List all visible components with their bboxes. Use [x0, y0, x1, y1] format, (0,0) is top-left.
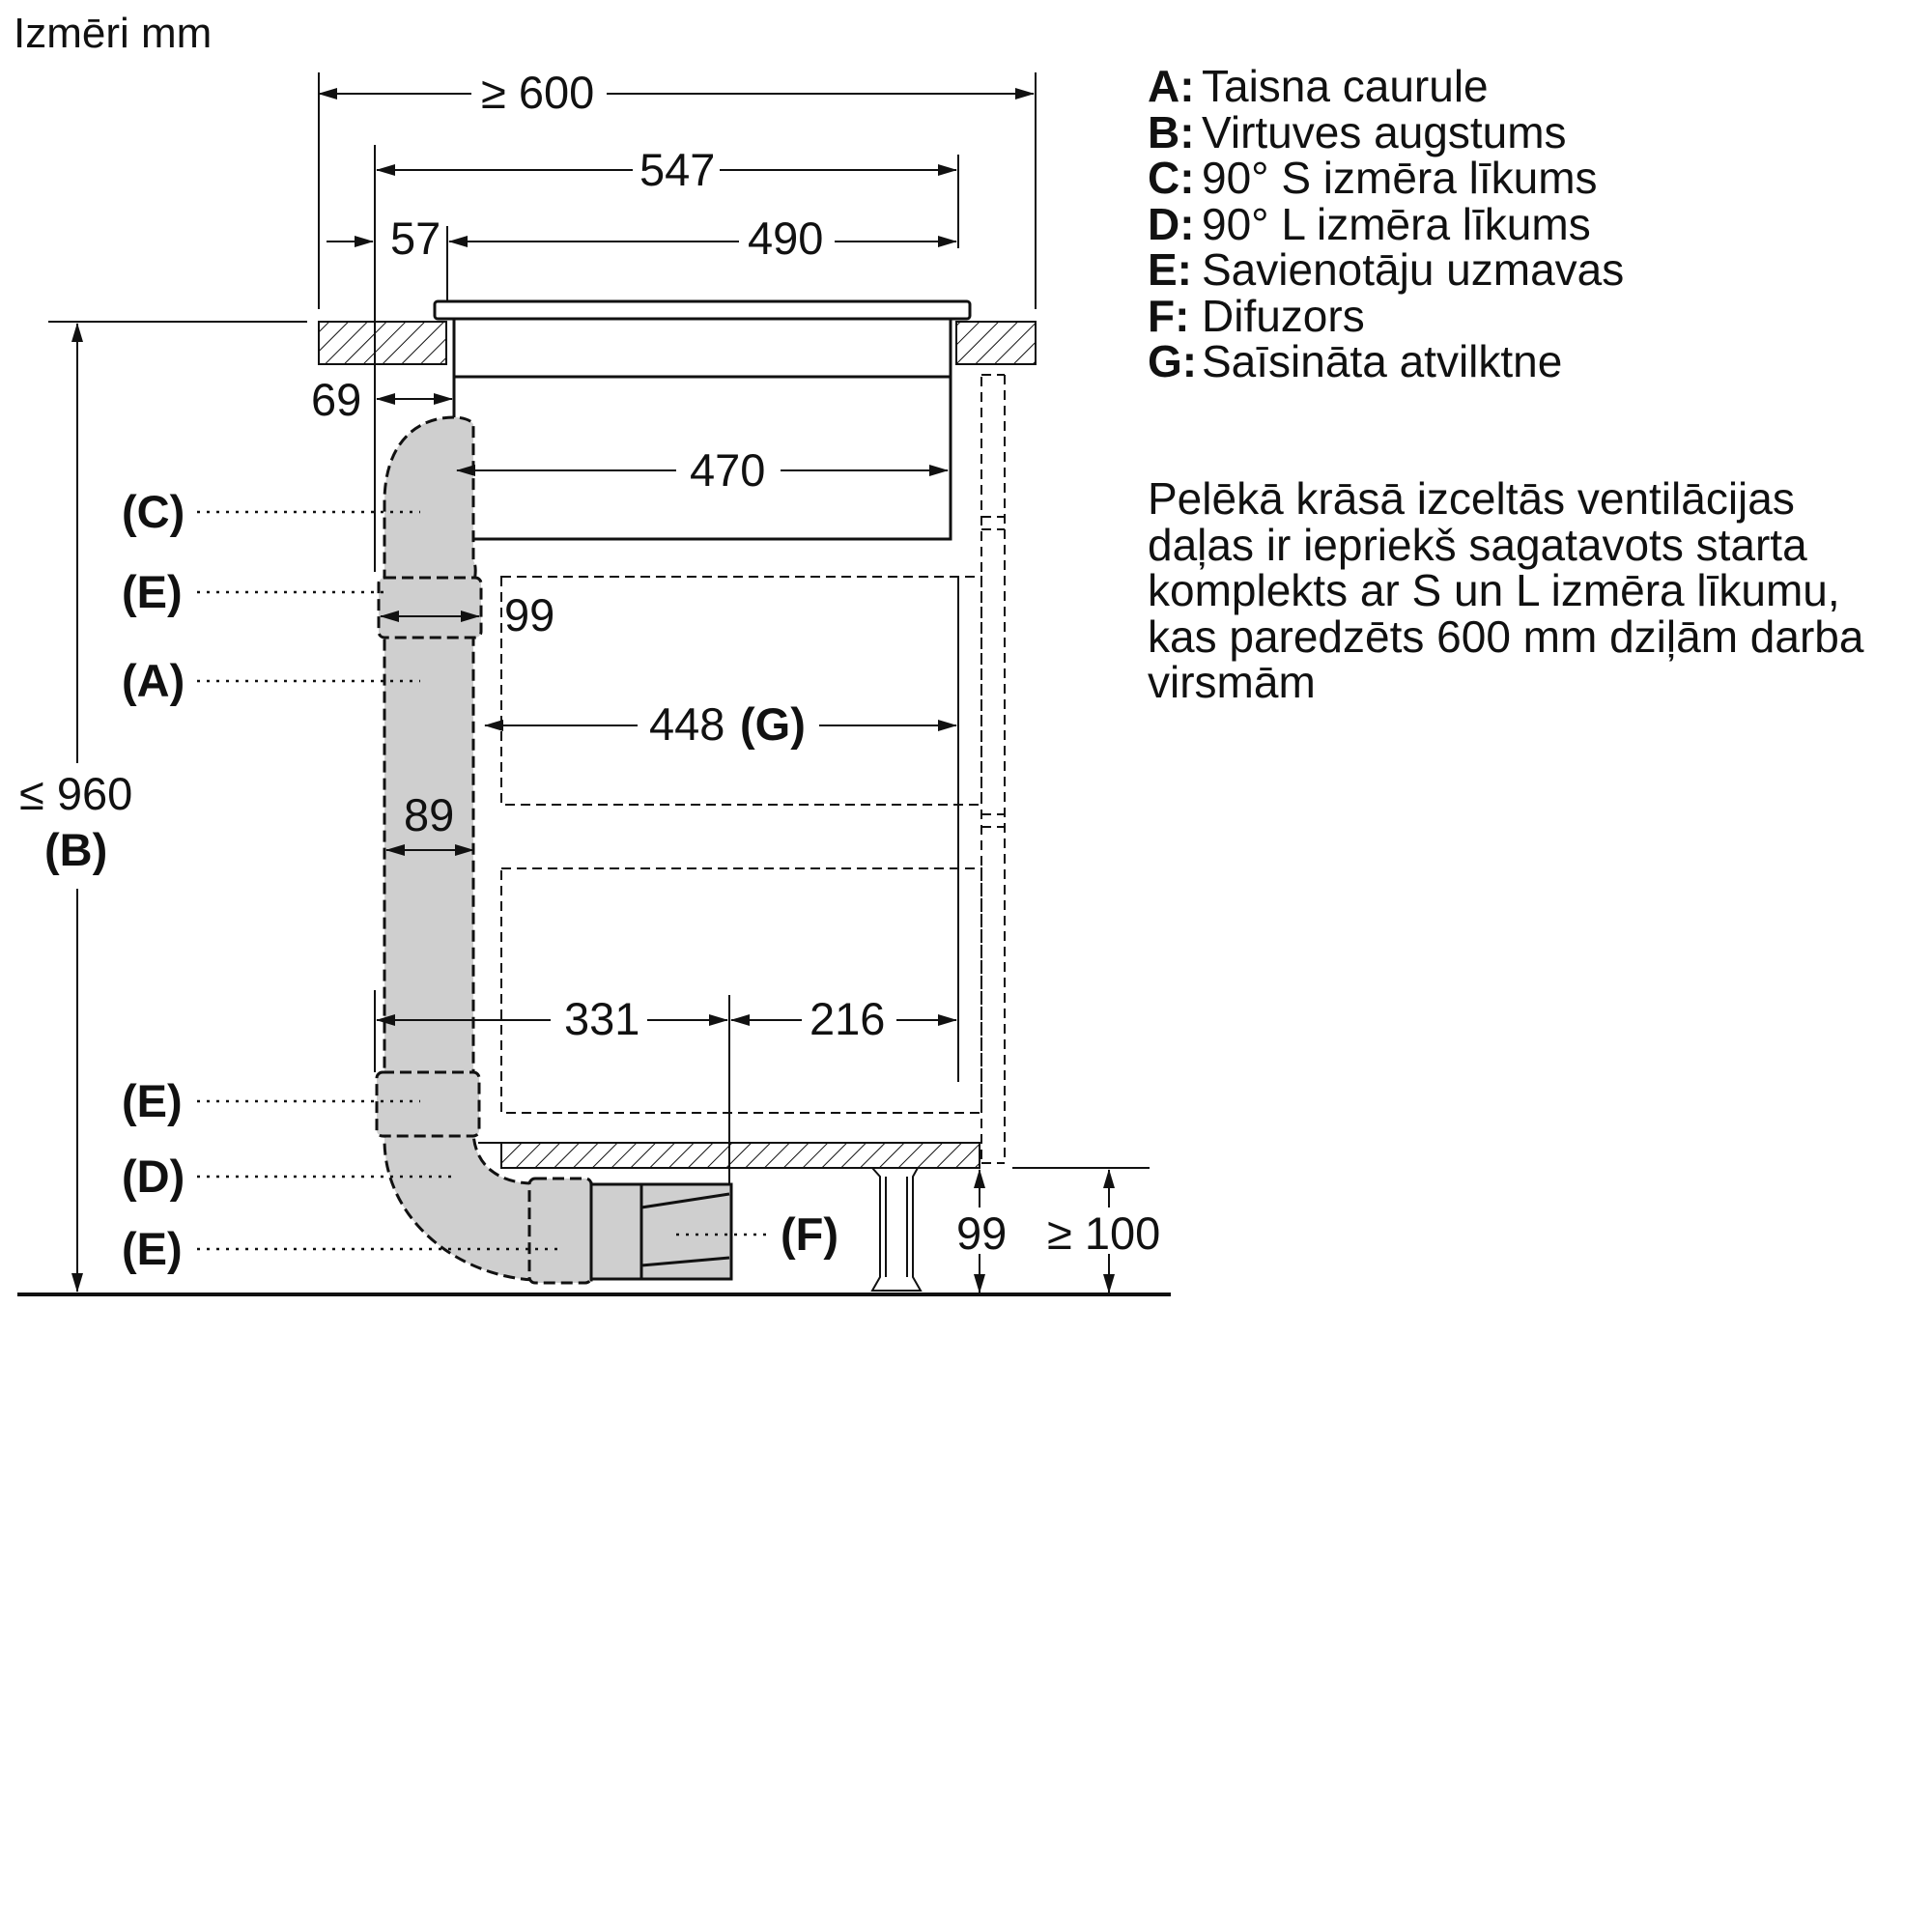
label-f: (F) [781, 1208, 839, 1260]
dim-547: 547 [639, 144, 716, 195]
connector-sleeve-3 [529, 1179, 591, 1283]
cabinet-foot [872, 1168, 921, 1291]
plinth-shelf [501, 1143, 980, 1168]
legend-item-f: F: Difuzors [1148, 290, 1365, 341]
connector-sleeve-2 [377, 1072, 479, 1136]
label-e-1: (E) [122, 566, 183, 617]
label-e-3: (E) [122, 1223, 183, 1274]
dim-89: 89 [404, 789, 455, 840]
legend-item-g: G: Saīsināta atvilktne [1148, 336, 1563, 386]
drawer-lower [501, 868, 981, 1113]
dim-99-top: 99 [504, 589, 555, 640]
dim-331: 331 [564, 993, 640, 1044]
dim-448: 448 [649, 698, 725, 750]
label-a: (A) [122, 655, 185, 706]
label-d: (D) [122, 1151, 185, 1202]
label-e-2: (E) [122, 1075, 183, 1126]
starter-kit-note: Pelēkā krāsā izceltās ventilācijas daļas ir iepriekš sagatavots starta komplekts ar S un L izmēra līkumu, kas paredzēts 600 mm dziļām darba virsmām [1148, 473, 1864, 707]
dim-960-tag: (B) [44, 824, 108, 875]
legend [1148, 61, 1901, 386]
dim-960: ≤ 960 [19, 768, 133, 819]
dim-69: 69 [311, 374, 362, 425]
dim-57: 57 [390, 213, 441, 264]
dim-600: ≥ 600 [481, 67, 595, 118]
dim-448-tag: (G) [740, 698, 806, 750]
dim-490: 490 [748, 213, 824, 264]
dim-100: ≥ 100 [1047, 1208, 1161, 1259]
legend-item-a: A: Taisna caurule [1148, 61, 1489, 111]
legend-item-d: D: 90° L izmēra līkums [1148, 198, 1591, 249]
legend-item-c: C: 90° S izmēra līkums [1148, 153, 1598, 203]
dim-470: 470 [690, 444, 766, 496]
diagram-title: Izmēri mm [14, 10, 213, 57]
legend-item-e: E: Savienotāju uzmavas [1148, 244, 1625, 295]
dim-99-bottom: 99 [956, 1208, 1008, 1259]
worktop-left [319, 322, 446, 364]
hob-glass [435, 301, 970, 319]
drawer-upper [501, 577, 981, 805]
connector-sleeve-1 [379, 578, 481, 638]
label-c: (C) [122, 486, 185, 537]
dim-216: 216 [810, 993, 886, 1044]
worktop-right [956, 322, 1036, 364]
legend-item-b: B: Virtuves augstums [1148, 106, 1567, 157]
